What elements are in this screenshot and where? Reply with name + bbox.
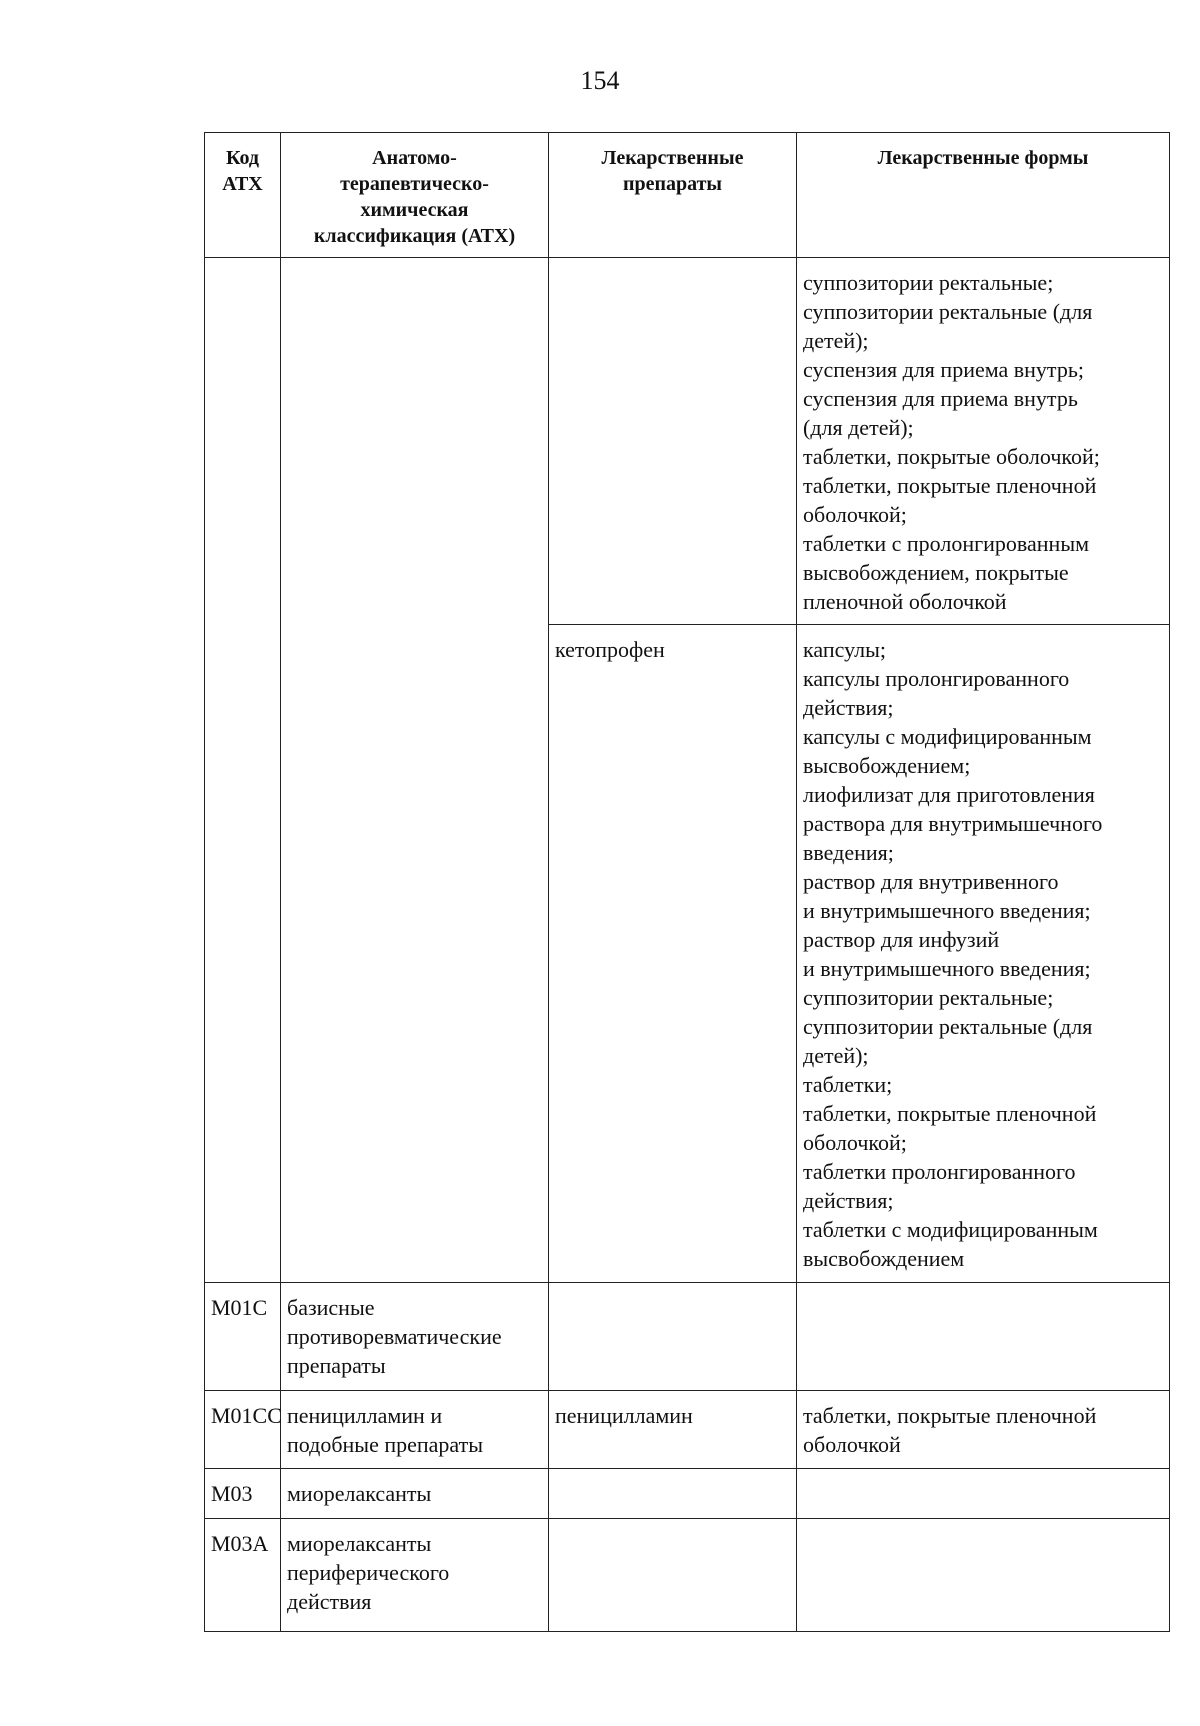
cell-drug bbox=[549, 258, 797, 625]
atx-table bbox=[204, 132, 1170, 1632]
table-row bbox=[205, 258, 1170, 625]
table-row bbox=[205, 1283, 1170, 1391]
header-drugs: Лекарственные препараты bbox=[549, 133, 797, 258]
cell-code bbox=[205, 258, 281, 1283]
cell-code: M01CC bbox=[205, 1391, 281, 1469]
table-row bbox=[205, 1469, 1170, 1519]
cell-drug bbox=[549, 1283, 797, 1391]
cell-forms: суппозитории ректальные; суппозитории ректальные (для детей); суспензия для приема внутрь; суспензия для приема внутрь (для детей); таблетки, покрытые оболочкой; таблетки, покрытые пленочной оболочкой; таблетки с пролонгированным высвобождением, покрытые пленочной оболочкой bbox=[797, 258, 1170, 625]
cell-forms bbox=[797, 1283, 1170, 1391]
cell-classification: базисные противоревматические препараты bbox=[281, 1283, 549, 1391]
page-number: 154 bbox=[580, 66, 620, 95]
cell-forms: таблетки, покрытые пленочной оболочкой bbox=[797, 1391, 1170, 1469]
cell-classification: пеницилламин и подобные препараты bbox=[281, 1391, 549, 1469]
table-row bbox=[205, 1391, 1170, 1469]
header-forms: Лекарственные формы bbox=[797, 133, 1170, 258]
cell-forms bbox=[797, 1519, 1170, 1632]
cell-drug bbox=[549, 1519, 797, 1632]
cell-drug: пеницилламин bbox=[549, 1391, 797, 1469]
cell-code: M03A bbox=[205, 1519, 281, 1632]
cell-classification: миорелаксанты периферического действия bbox=[281, 1519, 549, 1632]
cell-forms: капсулы; капсулы пролонгированного действия; капсулы с модифицированным высвобождением; лиофилизат для приготовления раствора для внутримышечного введения; раствор для внутривенного и внутримышечного введения; раствор для инфузий и внутримышечного введения; суппозитории ректальные; суппозитории ректальные (для детей); таблетки; таблетки, покрытые пленочной оболочкой; таблетки пролонгированного действия; таблетки с модифицированным высвобождением bbox=[797, 625, 1170, 1283]
table-row bbox=[205, 1519, 1170, 1632]
cell-code: M03 bbox=[205, 1469, 281, 1519]
cell-drug: кетопрофен bbox=[549, 625, 797, 1283]
cell-code: M01C bbox=[205, 1283, 281, 1391]
cell-classification bbox=[281, 258, 549, 1283]
header-code: Код АТХ bbox=[205, 133, 281, 258]
cell-classification: миорелаксанты bbox=[281, 1469, 549, 1519]
table-header-row bbox=[205, 133, 1170, 258]
cell-forms bbox=[797, 1469, 1170, 1519]
cell-drug bbox=[549, 1469, 797, 1519]
header-classification: Анатомо- терапевтическо- химическая классификация (АТХ) bbox=[281, 133, 549, 258]
